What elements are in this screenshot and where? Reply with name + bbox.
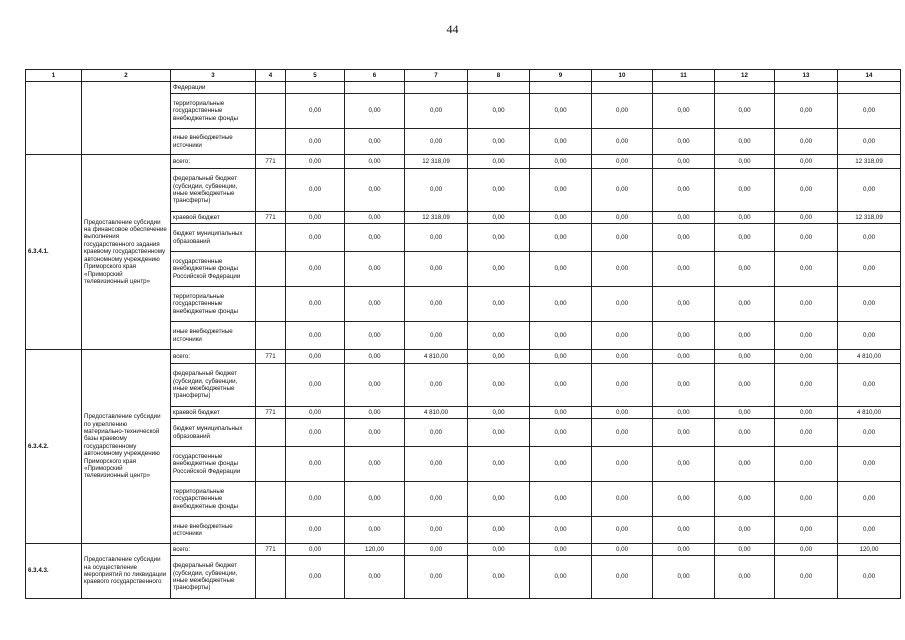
amount-cell: 0,00 bbox=[286, 155, 345, 169]
column-number: 8 bbox=[468, 70, 530, 82]
amount-cell: 0,00 bbox=[405, 447, 468, 482]
amount-cell: 0,00 bbox=[286, 517, 345, 544]
amount-cell: 0,00 bbox=[592, 155, 653, 169]
amount-cell: 0,00 bbox=[286, 447, 345, 482]
amount-cell: 0,00 bbox=[468, 544, 530, 556]
amount-cell: 0,00 bbox=[345, 407, 405, 419]
amount-cell: 0,00 bbox=[715, 169, 775, 212]
amount-cell: 0,00 bbox=[286, 544, 345, 556]
amount-cell: 0,00 bbox=[405, 287, 468, 322]
amount-cell: 0,00 bbox=[775, 224, 838, 252]
measure-name: Предоставление субсидии на финансовое обеспечение выполнения государственного задания краевому государственному автономному учреждению Приморского края «Приморский телевизионный центр» bbox=[82, 155, 171, 350]
amount-cell: 0,00 bbox=[653, 169, 715, 212]
amount-cell: 0,00 bbox=[468, 419, 530, 447]
amount-cell bbox=[838, 82, 901, 94]
amount-cell: 0,00 bbox=[715, 94, 775, 129]
amount-cell: 0,00 bbox=[286, 419, 345, 447]
amount-cell: 0,00 bbox=[775, 350, 838, 364]
amount-cell: 0,00 bbox=[345, 447, 405, 482]
amount-cell: 0,00 bbox=[530, 407, 592, 419]
amount-cell: 0,00 bbox=[775, 94, 838, 129]
funding-source: федеральный бюджет (субсидии, субвенции, иные межбюджетные трансферты) bbox=[171, 556, 256, 599]
funding-source: федеральный бюджет (субсидии, субвенции, иные межбюджетные трансферты) bbox=[171, 169, 256, 212]
amount-cell: 0,00 bbox=[715, 252, 775, 287]
column-number: 14 bbox=[838, 70, 901, 82]
amount-cell: 0,00 bbox=[345, 482, 405, 517]
amount-cell: 0,00 bbox=[530, 447, 592, 482]
amount-cell: 0,00 bbox=[405, 322, 468, 350]
amount-cell: 0,00 bbox=[468, 252, 530, 287]
code-cell bbox=[26, 82, 82, 155]
amount-cell: 0,00 bbox=[715, 155, 775, 169]
amount-cell: 0,00 bbox=[345, 364, 405, 407]
amount-cell: 0,00 bbox=[286, 252, 345, 287]
amount-cell: 0,00 bbox=[775, 155, 838, 169]
amount-cell: 0,00 bbox=[468, 212, 530, 224]
kbk-cell bbox=[256, 364, 286, 407]
amount-cell: 0,00 bbox=[653, 544, 715, 556]
kbk-cell bbox=[256, 224, 286, 252]
amount-cell: 0,00 bbox=[838, 129, 901, 155]
funding-source: бюджет муниципальных образований bbox=[171, 419, 256, 447]
amount-cell: 0,00 bbox=[468, 482, 530, 517]
amount-cell: 0,00 bbox=[715, 129, 775, 155]
funding-source: всего: bbox=[171, 155, 256, 169]
amount-cell: 0,00 bbox=[468, 129, 530, 155]
amount-cell: 0,00 bbox=[405, 129, 468, 155]
amount-cell: 0,00 bbox=[286, 364, 345, 407]
amount-cell: 0,00 bbox=[838, 517, 901, 544]
amount-cell: 0,00 bbox=[775, 287, 838, 322]
funding-source: иные внебюджетные источники bbox=[171, 322, 256, 350]
table-row bbox=[26, 155, 901, 169]
amount-cell: 0,00 bbox=[286, 350, 345, 364]
amount-cell: 0,00 bbox=[530, 364, 592, 407]
amount-cell: 0,00 bbox=[405, 419, 468, 447]
amount-cell bbox=[405, 82, 468, 94]
amount-cell: 0,00 bbox=[592, 129, 653, 155]
amount-cell: 0,00 bbox=[592, 364, 653, 407]
amount-cell: 0,00 bbox=[715, 517, 775, 544]
kbk-cell bbox=[256, 129, 286, 155]
amount-cell: 0,00 bbox=[592, 556, 653, 599]
amount-cell: 0,00 bbox=[468, 287, 530, 322]
amount-cell: 0,00 bbox=[592, 517, 653, 544]
amount-cell bbox=[468, 82, 530, 94]
amount-cell: 0,00 bbox=[468, 407, 530, 419]
amount-cell: 0,00 bbox=[530, 212, 592, 224]
amount-cell: 0,00 bbox=[592, 350, 653, 364]
column-number: 11 bbox=[653, 70, 715, 82]
amount-cell: 0,00 bbox=[405, 169, 468, 212]
amount-cell: 0,00 bbox=[345, 224, 405, 252]
kbk-cell bbox=[256, 94, 286, 129]
funding-source: иные внебюджетные источники bbox=[171, 517, 256, 544]
funding-source: федеральный бюджет (субсидии, субвенции, иные межбюджетные трансферты) bbox=[171, 364, 256, 407]
amount-cell: 0,00 bbox=[286, 322, 345, 350]
kbk-cell: 771 bbox=[256, 407, 286, 419]
amount-cell: 0,00 bbox=[286, 94, 345, 129]
column-number: 5 bbox=[286, 70, 345, 82]
amount-cell: 0,00 bbox=[715, 224, 775, 252]
amount-cell: 0,00 bbox=[653, 350, 715, 364]
amount-cell: 12 318,09 bbox=[838, 212, 901, 224]
amount-cell: 0,00 bbox=[405, 364, 468, 407]
amount-cell: 0,00 bbox=[530, 544, 592, 556]
amount-cell: 0,00 bbox=[653, 517, 715, 544]
name-cell bbox=[82, 82, 171, 155]
amount-cell: 0,00 bbox=[838, 556, 901, 599]
amount-cell: 0,00 bbox=[468, 94, 530, 129]
amount-cell: 0,00 bbox=[345, 155, 405, 169]
amount-cell: 0,00 bbox=[838, 169, 901, 212]
amount-cell: 0,00 bbox=[653, 155, 715, 169]
amount-cell: 0,00 bbox=[715, 447, 775, 482]
amount-cell: 0,00 bbox=[530, 556, 592, 599]
amount-cell: 12 318,09 bbox=[405, 155, 468, 169]
amount-cell bbox=[653, 82, 715, 94]
amount-cell: 0,00 bbox=[775, 544, 838, 556]
amount-cell: 0,00 bbox=[775, 407, 838, 419]
amount-cell: 0,00 bbox=[530, 252, 592, 287]
amount-cell: 4 810,00 bbox=[838, 350, 901, 364]
amount-cell: 0,00 bbox=[715, 212, 775, 224]
amount-cell: 0,00 bbox=[653, 556, 715, 599]
amount-cell: 0,00 bbox=[405, 224, 468, 252]
funding-source: всего: bbox=[171, 350, 256, 364]
amount-cell: 0,00 bbox=[653, 94, 715, 129]
amount-cell: 0,00 bbox=[653, 364, 715, 407]
amount-cell: 0,00 bbox=[592, 224, 653, 252]
amount-cell: 0,00 bbox=[405, 556, 468, 599]
amount-cell: 120,00 bbox=[838, 544, 901, 556]
column-number: 12 bbox=[715, 70, 775, 82]
amount-cell: 0,00 bbox=[592, 322, 653, 350]
amount-cell: 0,00 bbox=[838, 419, 901, 447]
kbk-cell bbox=[256, 252, 286, 287]
funding-source: территориальные государственные внебюджетные фонды bbox=[171, 482, 256, 517]
kbk-cell bbox=[256, 322, 286, 350]
funding-source: Федерации bbox=[171, 82, 256, 94]
amount-cell: 0,00 bbox=[468, 322, 530, 350]
funding-source: территориальные государственные внебюджетные фонды bbox=[171, 287, 256, 322]
funding-source: всего: bbox=[171, 544, 256, 556]
amount-cell bbox=[286, 82, 345, 94]
amount-cell: 0,00 bbox=[405, 544, 468, 556]
amount-cell: 0,00 bbox=[345, 169, 405, 212]
column-number: 7 bbox=[405, 70, 468, 82]
amount-cell: 0,00 bbox=[775, 447, 838, 482]
amount-cell: 0,00 bbox=[345, 212, 405, 224]
amount-cell: 0,00 bbox=[345, 350, 405, 364]
amount-cell: 0,00 bbox=[592, 252, 653, 287]
amount-cell bbox=[775, 82, 838, 94]
amount-cell: 0,00 bbox=[286, 556, 345, 599]
amount-cell: 0,00 bbox=[775, 252, 838, 287]
amount-cell: 0,00 bbox=[775, 419, 838, 447]
amount-cell: 0,00 bbox=[468, 350, 530, 364]
amount-cell: 0,00 bbox=[286, 129, 345, 155]
column-number: 1 bbox=[26, 70, 82, 82]
amount-cell: 0,00 bbox=[653, 419, 715, 447]
kbk-cell bbox=[256, 482, 286, 517]
kbk-cell bbox=[256, 556, 286, 599]
amount-cell: 0,00 bbox=[530, 155, 592, 169]
amount-cell: 0,00 bbox=[775, 129, 838, 155]
amount-cell bbox=[530, 82, 592, 94]
amount-cell: 0,00 bbox=[592, 447, 653, 482]
amount-cell: 0,00 bbox=[530, 287, 592, 322]
measure-code: 6.3.4.1. bbox=[26, 155, 82, 350]
amount-cell: 0,00 bbox=[530, 350, 592, 364]
amount-cell: 0,00 bbox=[345, 129, 405, 155]
amount-cell: 0,00 bbox=[653, 287, 715, 322]
amount-cell bbox=[592, 82, 653, 94]
funding-source: государственные внебюджетные фонды Российской Федерации bbox=[171, 447, 256, 482]
amount-cell: 0,00 bbox=[715, 419, 775, 447]
amount-cell: 0,00 bbox=[345, 94, 405, 129]
amount-cell: 0,00 bbox=[775, 322, 838, 350]
amount-cell: 0,00 bbox=[653, 407, 715, 419]
page-number: 44 bbox=[446, 22, 459, 36]
amount-cell: 0,00 bbox=[775, 517, 838, 544]
funding-source: территориальные государственные внебюджетные фонды bbox=[171, 94, 256, 129]
kbk-cell bbox=[256, 287, 286, 322]
funding-source: государственные внебюджетные фонды Российской Федерации bbox=[171, 252, 256, 287]
amount-cell: 0,00 bbox=[653, 322, 715, 350]
amount-cell: 0,00 bbox=[592, 94, 653, 129]
amount-cell: 0,00 bbox=[592, 407, 653, 419]
amount-cell: 0,00 bbox=[345, 419, 405, 447]
amount-cell: 0,00 bbox=[715, 482, 775, 517]
column-number: 3 bbox=[171, 70, 256, 82]
amount-cell: 0,00 bbox=[653, 212, 715, 224]
kbk-cell bbox=[256, 447, 286, 482]
amount-cell: 0,00 bbox=[286, 407, 345, 419]
measure-name: Предоставление субсидии по укреплению материально-технической базы краевому государственному автономному учреждению Приморского края «Приморский телевизионный центр» bbox=[82, 350, 171, 544]
funding-source: бюджет муниципальных образований bbox=[171, 224, 256, 252]
amount-cell: 0,00 bbox=[653, 129, 715, 155]
amount-cell: 0,00 bbox=[715, 350, 775, 364]
amount-cell: 0,00 bbox=[286, 287, 345, 322]
amount-cell: 0,00 bbox=[468, 224, 530, 252]
amount-cell: 0,00 bbox=[286, 169, 345, 212]
kbk-cell bbox=[256, 419, 286, 447]
amount-cell: 0,00 bbox=[838, 94, 901, 129]
amount-cell: 0,00 bbox=[468, 364, 530, 407]
amount-cell: 0,00 bbox=[775, 212, 838, 224]
amount-cell: 0,00 bbox=[530, 129, 592, 155]
funding-source: краевой бюджет bbox=[171, 407, 256, 419]
amount-cell: 0,00 bbox=[838, 482, 901, 517]
amount-cell: 0,00 bbox=[653, 224, 715, 252]
funding-source: иные внебюджетные источники bbox=[171, 129, 256, 155]
amount-cell bbox=[715, 82, 775, 94]
amount-cell: 0,00 bbox=[592, 482, 653, 517]
amount-cell: 0,00 bbox=[592, 169, 653, 212]
amount-cell: 0,00 bbox=[838, 447, 901, 482]
amount-cell: 0,00 bbox=[592, 544, 653, 556]
amount-cell: 0,00 bbox=[715, 407, 775, 419]
amount-cell: 0,00 bbox=[530, 482, 592, 517]
amount-cell: 0,00 bbox=[468, 169, 530, 212]
amount-cell: 0,00 bbox=[530, 419, 592, 447]
column-number: 4 bbox=[256, 70, 286, 82]
amount-cell: 0,00 bbox=[838, 322, 901, 350]
amount-cell: 12 318,09 bbox=[838, 155, 901, 169]
column-number-row bbox=[26, 70, 901, 82]
column-number: 2 bbox=[82, 70, 171, 82]
amount-cell: 0,00 bbox=[592, 419, 653, 447]
measure-name: Предоставление субсидии на осуществление мероприятий по ликвидации краевого государственного bbox=[82, 544, 171, 599]
amount-cell: 0,00 bbox=[468, 556, 530, 599]
amount-cell: 0,00 bbox=[715, 287, 775, 322]
column-number: 6 bbox=[345, 70, 405, 82]
amount-cell: 0,00 bbox=[838, 252, 901, 287]
amount-cell: 4 810,00 bbox=[838, 407, 901, 419]
kbk-cell: 771 bbox=[256, 155, 286, 169]
funding-source: краевой бюджет bbox=[171, 212, 256, 224]
measure-code: 6.3.4.3. bbox=[26, 544, 82, 599]
amount-cell: 120,00 bbox=[345, 544, 405, 556]
amount-cell: 0,00 bbox=[345, 252, 405, 287]
kbk-cell bbox=[256, 169, 286, 212]
amount-cell: 0,00 bbox=[775, 482, 838, 517]
amount-cell: 0,00 bbox=[530, 517, 592, 544]
amount-cell: 0,00 bbox=[345, 322, 405, 350]
amount-cell: 0,00 bbox=[715, 322, 775, 350]
amount-cell: 0,00 bbox=[405, 252, 468, 287]
table-row bbox=[26, 544, 901, 556]
amount-cell: 0,00 bbox=[405, 517, 468, 544]
amount-cell: 0,00 bbox=[405, 482, 468, 517]
amount-cell bbox=[345, 82, 405, 94]
amount-cell: 0,00 bbox=[775, 169, 838, 212]
kbk-cell: 771 bbox=[256, 212, 286, 224]
table-row bbox=[26, 82, 901, 94]
kbk-cell: 771 bbox=[256, 544, 286, 556]
column-number: 10 bbox=[592, 70, 653, 82]
amount-cell: 0,00 bbox=[530, 169, 592, 212]
amount-cell: 0,00 bbox=[345, 556, 405, 599]
amount-cell: 0,00 bbox=[530, 224, 592, 252]
kbk-cell: 771 bbox=[256, 350, 286, 364]
amount-cell: 0,00 bbox=[775, 556, 838, 599]
amount-cell: 4 810,00 bbox=[405, 350, 468, 364]
amount-cell: 0,00 bbox=[530, 94, 592, 129]
kbk-cell bbox=[256, 82, 286, 94]
budget-table bbox=[25, 69, 901, 599]
amount-cell: 0,00 bbox=[838, 287, 901, 322]
amount-cell: 0,00 bbox=[715, 364, 775, 407]
amount-cell: 0,00 bbox=[286, 482, 345, 517]
amount-cell: 0,00 bbox=[838, 224, 901, 252]
column-number: 13 bbox=[775, 70, 838, 82]
amount-cell: 12 318,09 bbox=[405, 212, 468, 224]
amount-cell: 0,00 bbox=[345, 517, 405, 544]
measure-code: 6.3.4.2. bbox=[26, 350, 82, 544]
amount-cell: 0,00 bbox=[653, 252, 715, 287]
amount-cell: 4 810,00 bbox=[405, 407, 468, 419]
amount-cell: 0,00 bbox=[653, 447, 715, 482]
column-number: 9 bbox=[530, 70, 592, 82]
amount-cell: 0,00 bbox=[530, 322, 592, 350]
amount-cell: 0,00 bbox=[715, 556, 775, 599]
amount-cell: 0,00 bbox=[653, 482, 715, 517]
amount-cell: 0,00 bbox=[468, 155, 530, 169]
amount-cell: 0,00 bbox=[468, 517, 530, 544]
amount-cell: 0,00 bbox=[405, 94, 468, 129]
amount-cell: 0,00 bbox=[838, 364, 901, 407]
amount-cell: 0,00 bbox=[345, 287, 405, 322]
amount-cell: 0,00 bbox=[592, 212, 653, 224]
amount-cell: 0,00 bbox=[715, 544, 775, 556]
table-row bbox=[26, 350, 901, 364]
amount-cell: 0,00 bbox=[286, 212, 345, 224]
amount-cell: 0,00 bbox=[592, 287, 653, 322]
amount-cell: 0,00 bbox=[468, 447, 530, 482]
amount-cell: 0,00 bbox=[286, 224, 345, 252]
amount-cell: 0,00 bbox=[775, 364, 838, 407]
kbk-cell bbox=[256, 517, 286, 544]
